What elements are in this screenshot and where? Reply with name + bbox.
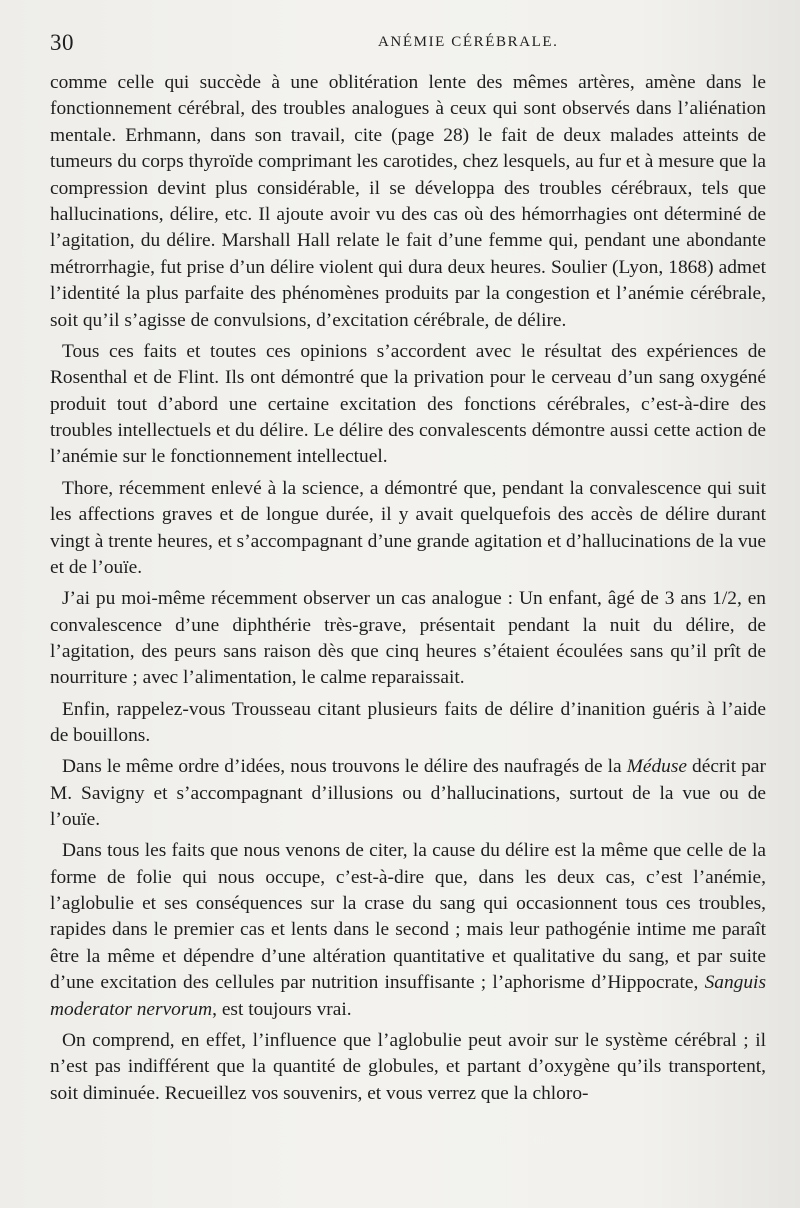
paragraph-6-text-before: Dans le même ordre d’idées, nous trouvons le délire des naufragés de la: [62, 756, 627, 778]
hippocrates-aphorism: Sanguis moderator nervorum: [50, 972, 766, 1020]
paragraph-7-text-before: Dans tous les faits que nous venons de citer, la cause du délire est la même que celle de la forme de folie qui nous occupe, c’est-à-dire que, dans les deux cas, c’est l’anémie, l’aglobulie et ses conséquences sur la crase du sang qui occasionnent tous ces troubles, rapides dans le premier cas et lents dans le second ; mais leur pathogénie intime me paraît être la même et dépendre d’une altération quantitative et qualitative du sang, et par suite d’une excitation des cellules par nutrition insuffisante ; l’aphorisme d’Hippocrate,: [50, 840, 766, 994]
paragraph-5: Enfin, rappelez-vous Trousseau citant plusieurs faits de délire d’inanition guéris à l’aide de bouillons.: [50, 698, 766, 746]
paragraph-7: [50, 838, 766, 1023]
ship-name-meduse: Méduse: [626, 756, 687, 778]
page-header: [50, 28, 762, 62]
paragraph-6-text-after: décrit par M. Savigny et s’accompagnant d’illusions ou d’hallucinations, surtout de la vue ou de l’ouïe.: [50, 756, 766, 830]
paragraph-1: comme celle qui succède à une oblitération lente des mêmes artères, amène dans le fonctionnement cérébral, des troubles analogues à ceux qui sont observés dans l’aliénation mentale. Erhmann, dans son travail, cite (page 28) le fait de deux malades atteints de tumeurs du corps thyroïde comprimant les carotides, chez lesquels, au fur et à mesure que la compression devint plus considérable, il se développa des troubles cérébraux, tels que hallucinations, délire, etc. Il ajoute avoir vu des cas où des hémorrhagies ont déterminé de l’agitation, du délire. Marshall Hall relate le fait d’une femme qui, pendant une abondante métrorrhagie, fut prise d’un délire violent qui dura deux heures. Soulier (Lyon, 1868) admet l’identité la plus parfaite des phénomènes produits par la congestion et l’anémie cérébrale, soit qu’il s’agisse de convulsions, d’excitation cérébrale, de délire.: [50, 72, 766, 331]
paragraph-8: On comprend, en effet, l’influence que l’aglobulie peut avoir sur le système cérébral ; il n’est pas indifférent que la quantité de globules, et partant d’oxygène qu’ils transportent, soit diminuée. Recueillez vos souvenirs, et vous verrez que la chloro-: [50, 1029, 766, 1104]
paragraph-2: Tous ces faits et toutes ces opinions s’accordent avec le résultat des expériences de Rosenthal et de Flint. Ils ont démontré que la privation pour le cerveau d’un sang oxygéné produit tout d’abord une certaine excitation des fonctions cérébrales, c’est-à-dire des troubles intellectuels et du délire. Le délire des convalescents démontre aussi cette action de l’anémie sur le fonctionnement intellectuel.: [50, 340, 766, 468]
running-title: ANÉMIE CÉRÉBRALE.: [378, 34, 559, 50]
paragraph-3: Thore, récemment enlevé à la science, a démontré que, pendant la convalescence qui suit les affections graves et de longue durée, il y avait quelquefois des accès de délire durant vingt à trente heures, et s’accompagnant d’une grande agitation et d’hallucinations de la vue et de l’ouïe.: [50, 477, 766, 578]
page-number: 30: [50, 30, 74, 55]
paragraph-7-text-after: , est toujours vrai.: [212, 998, 352, 1020]
page-body: [50, 70, 766, 1107]
paragraph-4: J’ai pu moi-même récemment observer un cas analogue : Un enfant, âgé de 3 ans 1/2, en convalescence d’une diphthérie très-grave, présentait pendant la nuit du délire, de l’agitation, des peurs sans raison dès que cinq heures s’étaient écoulées sans qu’il prît de nourriture ; avec l’alimentation, le calme reparaissait.: [50, 588, 766, 689]
paragraph-6: [50, 754, 766, 833]
